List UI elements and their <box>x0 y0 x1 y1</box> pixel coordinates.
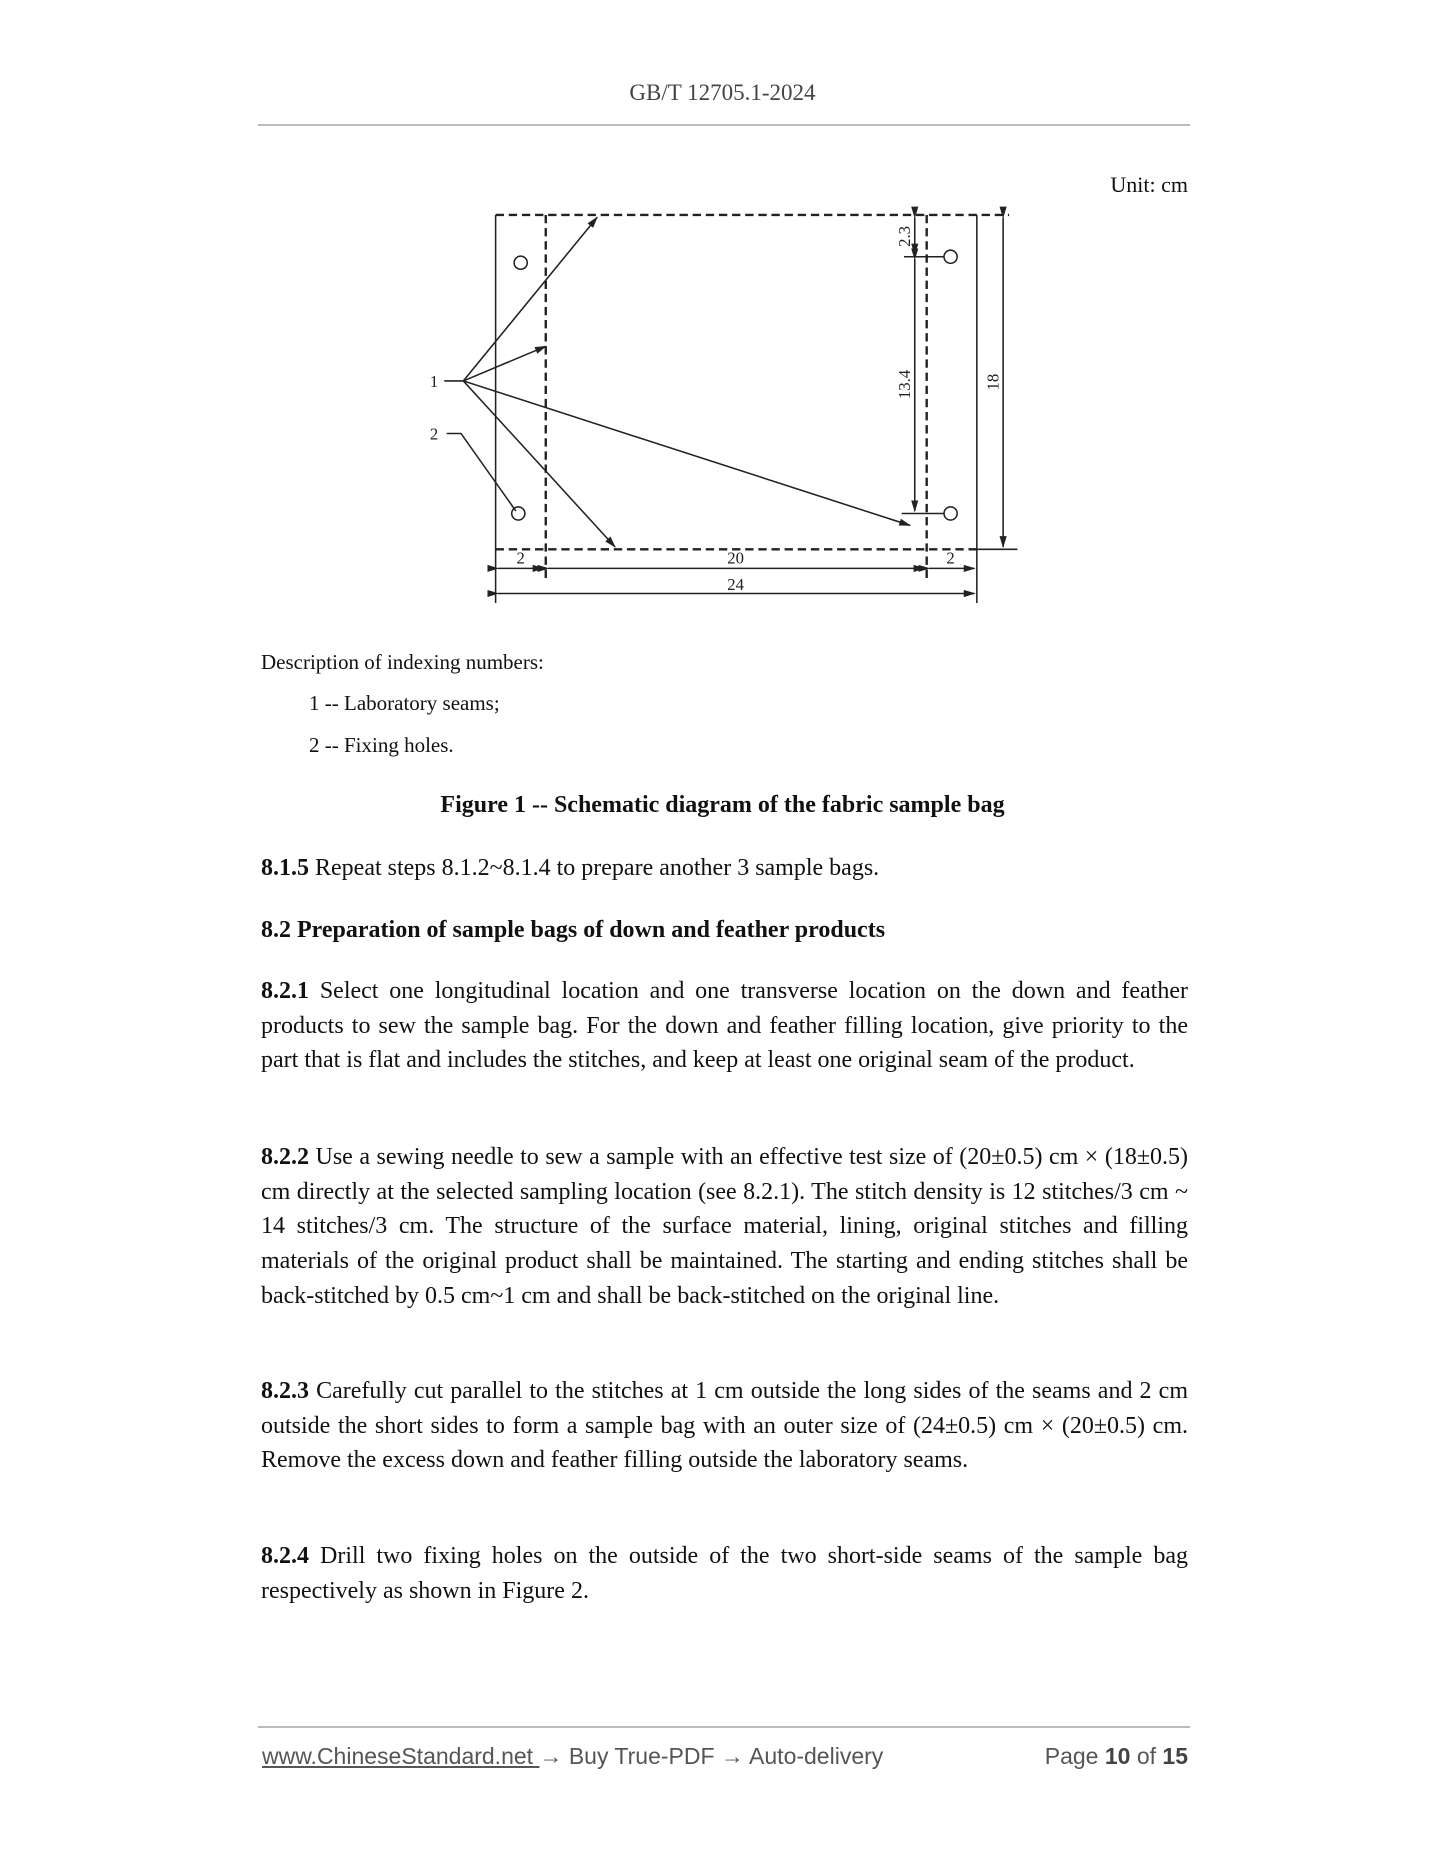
page-indicator <box>1045 1743 1188 1770</box>
page-footer <box>262 1743 1188 1770</box>
clause-8-2-4 <box>261 1539 1188 1608</box>
clause-number: 8.2.2 <box>261 1144 309 1170</box>
label-2: 2 <box>429 424 439 444</box>
dim-label: 20 <box>727 548 744 568</box>
dim-label: 13.4 <box>894 369 914 400</box>
footer-nav-text: → Buy True-PDF → Auto-delivery <box>539 1743 884 1769</box>
clause-8-2-2 <box>261 1140 1188 1314</box>
leader-arrow-holes <box>447 433 516 511</box>
clause-number: 8.1.5 <box>261 855 309 881</box>
section-heading: 8.2 Preparation of sample bags of down and feather products <box>261 917 886 943</box>
fixing-hole <box>514 256 527 269</box>
dim-label: 18 <box>983 373 1003 391</box>
clause-number: 8.2.3 <box>261 1378 309 1404</box>
clause-text: Use a sewing needle to sew a sample with an effective test size of (20±0.5) cm × (18±0.5) cm directly at the selected sampling location (see 8.2.1). The stitch density is 12 stitches/3 cm ~ 14 stitches/3 cm. The structure of the surface material, lining, original stitches and filling materials of the original product shall be maintained. The starting and ending stitches shall be back-stitched by 0.5 cm~1 cm and shall be back-stitched on the original line. <box>261 1144 1188 1309</box>
label-1: 1 <box>429 371 439 391</box>
clause-text: Select one longitudinal location and one transverse location on the down and feather products to sew the sample bag. For the down and feather filling location, give priority to the part that is flat and includes the stitches, and keep at least one original seam of the product. <box>261 978 1188 1074</box>
clause-number: 8.2.1 <box>261 978 309 1004</box>
clause-8-2-1 <box>261 974 1188 1078</box>
dim-label: 2 <box>946 548 955 568</box>
section-heading-8-2 <box>261 913 1188 948</box>
page-label: Page <box>1044 1743 1099 1769</box>
document-header: GB/T 12705.1-2024 <box>629 80 816 105</box>
of-label: of <box>1136 1743 1157 1769</box>
clause-text: Drill two fixing holes on the outside of the two short-side seams of the sample bag respectively as shown in Figure 2. <box>261 1543 1188 1604</box>
leader-arrow <box>463 346 545 381</box>
dim-label: 2 <box>516 548 525 568</box>
description-title: Description of indexing numbers: <box>261 650 544 674</box>
clause-8-1-5 <box>261 851 1188 886</box>
clause-text: Repeat steps 8.1.2~8.1.4 to prepare another 3 sample bags. <box>309 855 880 881</box>
site-link[interactable]: www.ChineseStandard.net <box>262 1743 540 1769</box>
clause-8-2-3 <box>261 1374 1188 1478</box>
description-item: 2 -- Fixing holes. <box>309 733 454 757</box>
fixing-hole <box>944 507 957 520</box>
figure-caption: Figure 1 -- Schematic diagram of the fabric sample bag <box>440 792 1005 818</box>
figure-unit: Unit: cm <box>1110 172 1188 197</box>
page-number: 10 <box>1104 1743 1131 1769</box>
clause-number: 8.2.4 <box>261 1543 309 1569</box>
fixing-hole <box>944 250 957 263</box>
description-item: 1 -- Laboratory seams; <box>309 691 500 715</box>
dim-label: 2.3 <box>894 225 914 247</box>
page-total: 15 <box>1162 1743 1188 1769</box>
clause-text: Carefully cut parallel to the stitches at 1 cm outside the long sides of the seams and 2 cm outside the short sides to form a sample bag with an outer size of (24±0.5) cm × (20±0.5) cm. Remove the excess down and feather filling outside the laboratory seams. <box>261 1378 1188 1474</box>
footer-rule <box>258 1726 1190 1728</box>
dim-label: 24 <box>727 574 744 594</box>
leader-arrow <box>463 217 597 381</box>
